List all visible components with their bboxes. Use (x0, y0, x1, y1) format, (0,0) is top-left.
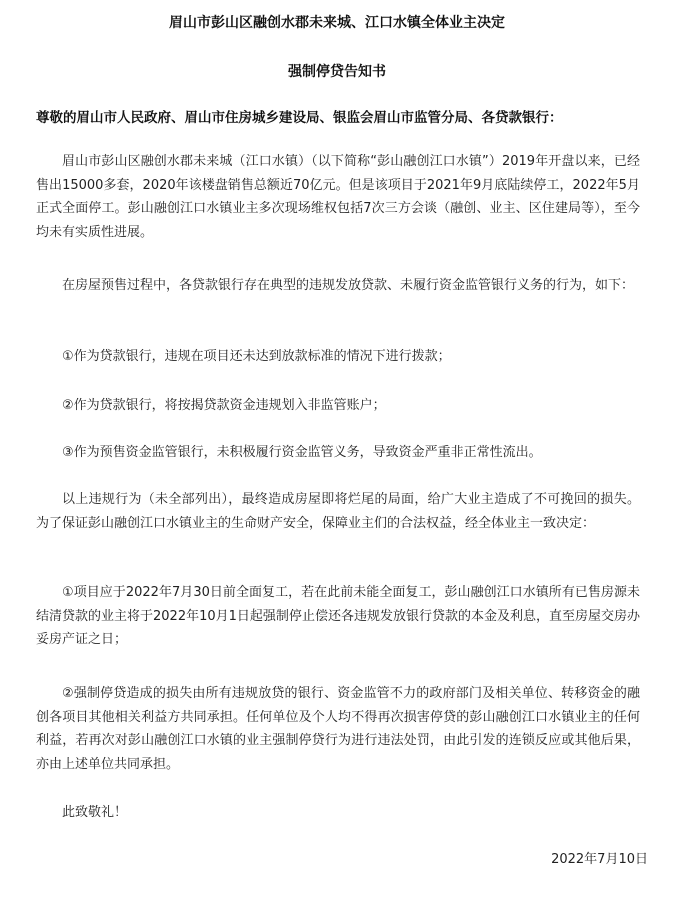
decision-item-1: ①项目应于2022年7月30日前全面复工，若在此前未能全面复工，彭山融创江口水镇所有已售房源未结清贷款的业主将于2022年10月1日起强制停止偿还各违规发放银行贷款的本金及利息，直至房屋交房办妥房产证之日； (36, 585, 640, 647)
salutation: 尊敬的眉山市人民政府、眉山市住房城乡建设局、银监会眉山市监管分局、各贷款银行： (36, 110, 563, 126)
paragraph-violations-intro: 在房屋预售过程中，各贷款银行存在典型的违规发放贷款、未履行资金监管银行义务的行为，如下： (62, 278, 635, 293)
paragraph-background: 眉山市彭山区融创水郡未来城（江口水镇）（以下简称“彭山融创江口水镇”）2019年开盘以来，已经售出15000多套，2020年该楼盘销售总额近70亿元。但是该项目于2021年9月底陆续停工，2022年5月正式全面停工。彭山融创江口水镇业主多次现场维权包括7次三方会谈（融创、业主、区住建局等），至今均未有实质性进展。 (36, 154, 640, 240)
document-title: 眉山市彭山区融创水郡未来城、江口水镇全体业主决定 (169, 15, 505, 31)
violation-item-3: ③作为预售资金监管银行，未积极履行资金监管义务，导致资金严重非正常性流出。 (62, 445, 542, 460)
document-subtitle: 强制停贷告知书 (288, 64, 386, 80)
violation-item-1: ①作为贷款银行，违规在项目还未达到放款标准的情况下进行拨款； (62, 349, 451, 364)
document-date: 2022年7月10日 (551, 852, 648, 867)
decision-item-2: ②强制停贷造成的损失由所有违规放贷的银行、资金监管不力的政府部门及相关单位、转移资金的融创各项目其他相关利益方共同承担。任何单位及个人均不得再次损害停贷的彭山融创江口水镇业主的任何利益，若再次对彭山融创江口水镇的业主强制停贷行为进行违法处罚，由此引发的连锁反应或其他后果，亦由上述单位共同承担。 (36, 686, 640, 772)
paragraph-decision-intro: 以上违规行为（未全部列出），最终造成房屋即将烂尾的局面，给广大业主造成了不可挽回的损失。为了保证彭山融创江口水镇业主的生命财产安全，保障业主们的合法权益，经全体业主一致决定： (36, 492, 640, 531)
violation-item-2: ②作为贷款银行，将按揭贷款资金违规划入非监管账户； (62, 398, 386, 413)
closing-line: 此致敬礼！ (62, 805, 128, 820)
